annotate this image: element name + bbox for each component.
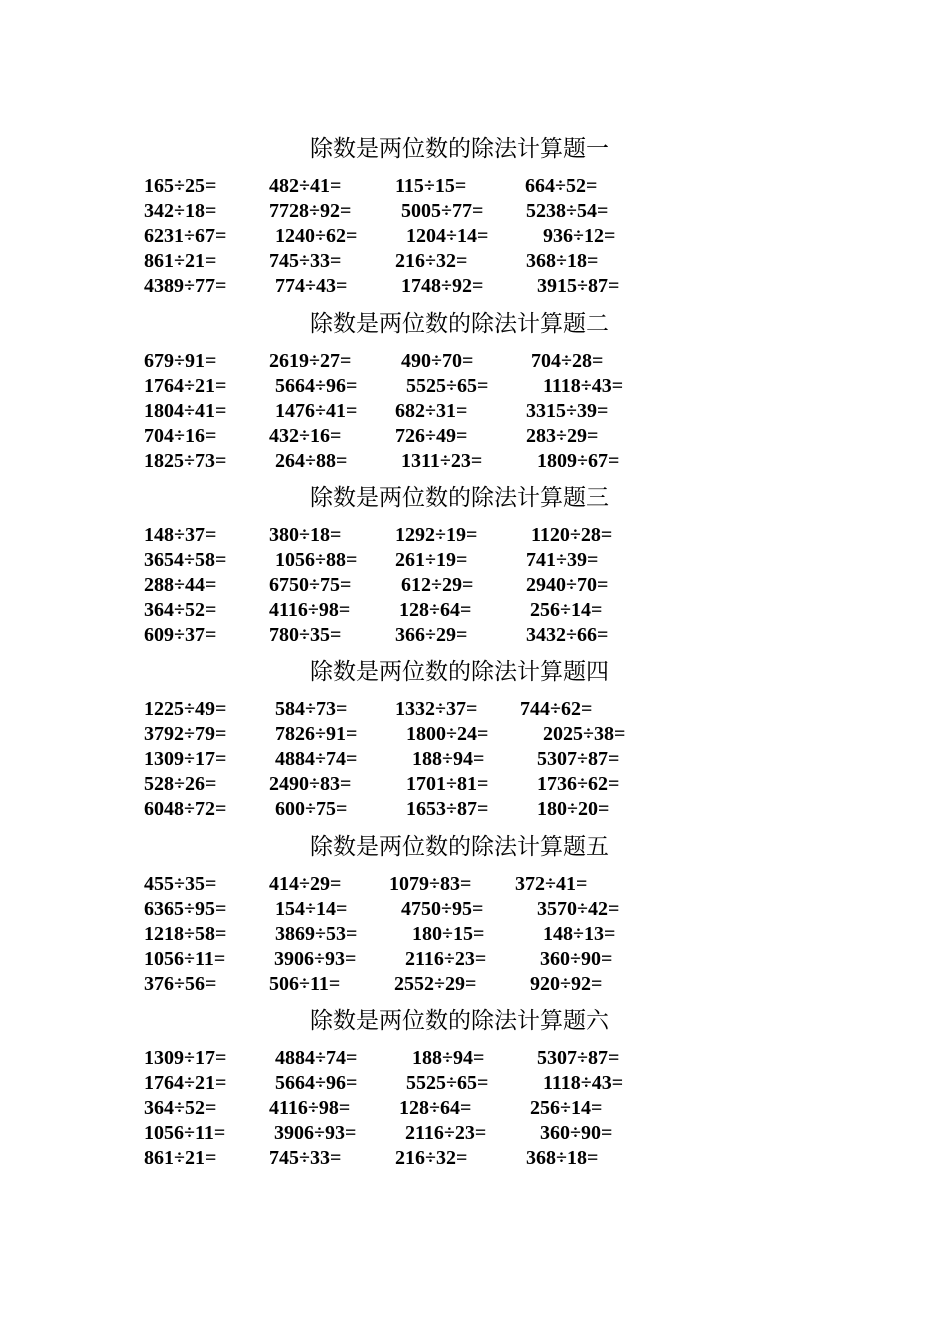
problem-row — [0, 523, 950, 548]
division-problem: 482÷41= — [269, 175, 342, 197]
division-problem: 3906÷93= — [274, 948, 357, 970]
division-problem: 5238÷54= — [526, 200, 609, 222]
division-problem: 364÷52= — [144, 1097, 217, 1119]
division-problem: 609÷37= — [144, 624, 217, 646]
problem-row — [0, 722, 950, 747]
division-problem: 180÷20= — [537, 798, 610, 820]
division-problem: 188÷94= — [412, 1047, 485, 1069]
division-problem: 679÷91= — [144, 350, 217, 372]
division-problem: 1056÷88= — [275, 549, 358, 571]
division-problem: 1240÷62= — [275, 225, 358, 247]
problem-row — [0, 274, 950, 299]
problem-row — [0, 872, 950, 897]
division-problem: 490÷70= — [401, 350, 474, 372]
division-problem: 664÷52= — [525, 175, 598, 197]
division-problem: 342÷18= — [144, 200, 217, 222]
division-problem: 1204÷14= — [406, 225, 489, 247]
division-problem: 376÷56= — [144, 973, 217, 995]
division-problem: 1332÷37= — [395, 698, 478, 720]
division-problem: 5005÷77= — [401, 200, 484, 222]
division-problem: 3915÷87= — [537, 275, 620, 297]
problem-row — [0, 424, 950, 449]
division-problem: 7728÷92= — [269, 200, 352, 222]
division-problem: 861÷21= — [144, 1147, 217, 1169]
division-problem: 264÷88= — [275, 450, 348, 472]
division-problem: 3432÷66= — [526, 624, 609, 646]
division-problem: 3869÷53= — [275, 923, 358, 945]
division-problem: 1311÷23= — [401, 450, 483, 472]
division-problem: 741÷39= — [526, 549, 599, 571]
division-problem: 920÷92= — [530, 973, 603, 995]
problem-row — [0, 399, 950, 424]
division-problem: 4116÷98= — [269, 1097, 351, 1119]
problem-row — [0, 1071, 950, 1096]
division-problem: 4884÷74= — [275, 748, 358, 770]
division-problem: 1764÷21= — [144, 1072, 227, 1094]
division-problem: 506÷11= — [269, 973, 341, 995]
division-problem: 6365÷95= — [144, 898, 227, 920]
division-problem: 5525÷65= — [406, 375, 489, 397]
division-problem: 528÷26= — [144, 773, 217, 795]
division-problem: 5664÷96= — [275, 375, 358, 397]
division-problem: 288÷44= — [144, 574, 217, 596]
section-title: 除数是两位数的除法计算题三 — [310, 485, 609, 511]
division-problem: 432÷16= — [269, 425, 342, 447]
division-problem: 128÷64= — [399, 599, 472, 621]
division-problem: 1118÷43= — [543, 375, 624, 397]
division-problem: 216÷32= — [395, 1147, 468, 1169]
division-problem: 3906÷93= — [274, 1122, 357, 1144]
division-problem: 4750÷95= — [401, 898, 484, 920]
division-problem: 364÷52= — [144, 599, 217, 621]
problem-row — [0, 449, 950, 474]
problem-row — [0, 1046, 950, 1071]
division-problem: 612÷29= — [401, 574, 474, 596]
division-problem: 1118÷43= — [543, 1072, 624, 1094]
problem-row — [0, 174, 950, 199]
division-problem: 3792÷79= — [144, 723, 227, 745]
problem-row — [0, 1121, 950, 1146]
division-problem: 861÷21= — [144, 250, 217, 272]
division-problem: 2116÷23= — [405, 1122, 487, 1144]
division-problem: 1056÷11= — [144, 1122, 226, 1144]
division-problem: 2025÷38= — [543, 723, 626, 745]
division-problem: 3654÷58= — [144, 549, 227, 571]
division-problem: 1309÷17= — [144, 748, 227, 770]
division-problem: 1292÷19= — [395, 524, 478, 546]
section-title: 除数是两位数的除法计算题四 — [310, 659, 609, 685]
division-problem: 154÷14= — [275, 898, 348, 920]
division-problem: 1809÷67= — [537, 450, 620, 472]
division-problem: 216÷32= — [395, 250, 468, 272]
division-problem: 256÷14= — [530, 599, 603, 621]
division-problem: 600÷75= — [275, 798, 348, 820]
division-problem: 1120÷28= — [531, 524, 613, 546]
division-problem: 936÷12= — [543, 225, 616, 247]
division-problem: 368÷18= — [526, 1147, 599, 1169]
division-problem: 283÷29= — [526, 425, 599, 447]
problem-row — [0, 772, 950, 797]
problem-row — [0, 249, 950, 274]
division-problem: 5307÷87= — [537, 1047, 620, 1069]
division-problem: 1764÷21= — [144, 375, 227, 397]
division-problem: 2116÷23= — [405, 948, 487, 970]
division-problem: 4389÷77= — [144, 275, 227, 297]
division-problem: 188÷94= — [412, 748, 485, 770]
division-problem: 1056÷11= — [144, 948, 226, 970]
division-problem: 6750÷75= — [269, 574, 352, 596]
division-problem: 2490÷83= — [269, 773, 352, 795]
division-problem: 1701÷81= — [406, 773, 489, 795]
division-problem: 6048÷72= — [144, 798, 227, 820]
problem-row — [0, 1096, 950, 1121]
division-problem: 745÷33= — [269, 1147, 342, 1169]
division-problem: 368÷18= — [526, 250, 599, 272]
division-problem: 1309÷17= — [144, 1047, 227, 1069]
problem-row — [0, 548, 950, 573]
division-problem: 261÷19= — [395, 549, 468, 571]
problem-row — [0, 697, 950, 722]
division-problem: 2940÷70= — [526, 574, 609, 596]
division-problem: 148÷37= — [144, 524, 217, 546]
division-problem: 1079÷83= — [389, 873, 472, 895]
division-problem: 3315÷39= — [526, 400, 609, 422]
division-problem: 372÷41= — [515, 873, 588, 895]
problem-row — [0, 349, 950, 374]
division-problem: 366÷29= — [395, 624, 468, 646]
division-problem: 1800÷24= — [406, 723, 489, 745]
division-problem: 455÷35= — [144, 873, 217, 895]
division-problem: 5525÷65= — [406, 1072, 489, 1094]
division-problem: 774÷43= — [275, 275, 348, 297]
division-problem: 780÷35= — [269, 624, 342, 646]
section-title: 除数是两位数的除法计算题二 — [310, 311, 609, 337]
division-problem: 1476÷41= — [275, 400, 358, 422]
division-problem: 3570÷42= — [537, 898, 620, 920]
division-problem: 360÷90= — [540, 948, 613, 970]
division-problem: 1736÷62= — [537, 773, 620, 795]
division-problem: 165÷25= — [144, 175, 217, 197]
division-problem: 4116÷98= — [269, 599, 351, 621]
problem-row — [0, 747, 950, 772]
division-problem: 704÷28= — [531, 350, 604, 372]
problem-row — [0, 797, 950, 822]
division-problem: 682÷31= — [395, 400, 468, 422]
division-problem: 1804÷41= — [144, 400, 227, 422]
division-problem: 1653÷87= — [406, 798, 489, 820]
problem-row — [0, 897, 950, 922]
problem-row — [0, 374, 950, 399]
division-problem: 1225÷49= — [144, 698, 227, 720]
division-problem: 2552÷29= — [394, 973, 477, 995]
problem-row — [0, 1146, 950, 1171]
problem-row — [0, 922, 950, 947]
division-problem: 5307÷87= — [537, 748, 620, 770]
division-problem: 128÷64= — [399, 1097, 472, 1119]
division-problem: 360÷90= — [540, 1122, 613, 1144]
division-problem: 704÷16= — [144, 425, 217, 447]
division-problem: 6231÷67= — [144, 225, 227, 247]
division-problem: 414÷29= — [269, 873, 342, 895]
problem-row — [0, 972, 950, 997]
section-title: 除数是两位数的除法计算题一 — [310, 136, 609, 162]
problem-row — [0, 199, 950, 224]
division-problem: 5664÷96= — [275, 1072, 358, 1094]
division-problem: 380÷18= — [269, 524, 342, 546]
section-title: 除数是两位数的除法计算题五 — [310, 834, 609, 860]
division-problem: 7826÷91= — [275, 723, 358, 745]
problem-row — [0, 224, 950, 249]
problem-row — [0, 623, 950, 648]
division-problem: 256÷14= — [530, 1097, 603, 1119]
problem-row — [0, 947, 950, 972]
division-problem: 2619÷27= — [269, 350, 352, 372]
division-problem: 726÷49= — [395, 425, 468, 447]
division-problem: 148÷13= — [543, 923, 616, 945]
problem-row — [0, 598, 950, 623]
division-problem: 180÷15= — [412, 923, 485, 945]
division-problem: 1825÷73= — [144, 450, 227, 472]
division-problem: 115÷15= — [395, 175, 467, 197]
problem-row — [0, 573, 950, 598]
division-problem: 744÷62= — [520, 698, 593, 720]
division-problem: 1218÷58= — [144, 923, 227, 945]
division-problem: 745÷33= — [269, 250, 342, 272]
section-title: 除数是两位数的除法计算题六 — [310, 1008, 609, 1034]
division-problem: 4884÷74= — [275, 1047, 358, 1069]
division-problem: 584÷73= — [275, 698, 348, 720]
division-problem: 1748÷92= — [401, 275, 484, 297]
